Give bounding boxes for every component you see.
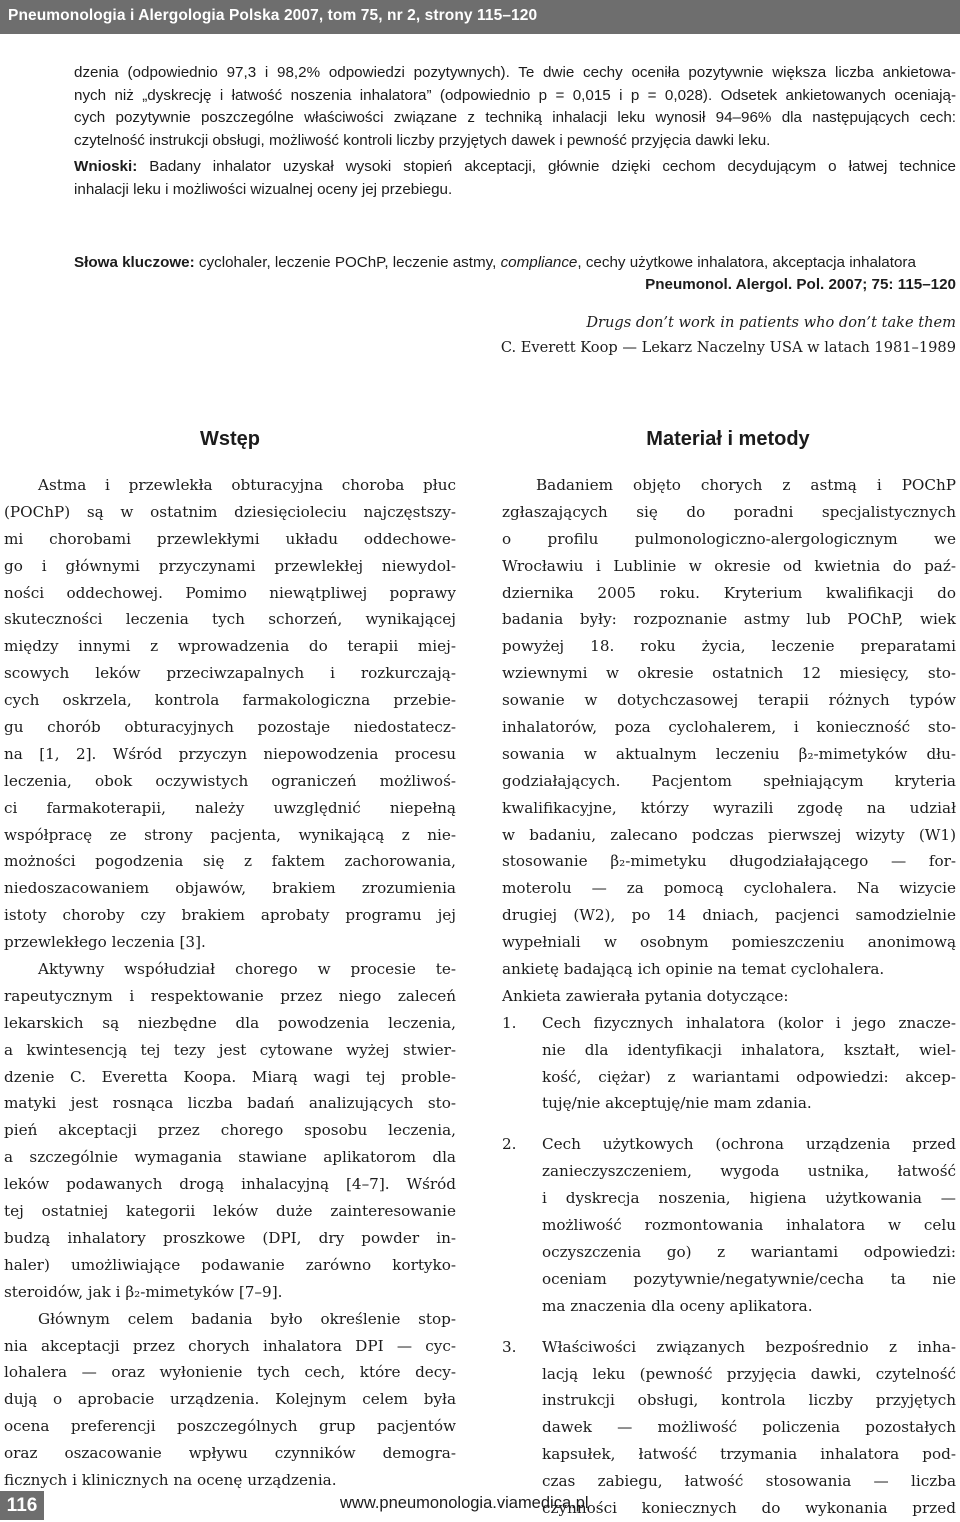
- keywords-label: Słowa kluczowe:: [74, 254, 195, 271]
- text-line: zanieczyszczeniem, wygoda ustnika, łatwość: [542, 1162, 956, 1181]
- conclusions-text: Badany inhalator uzyskał wysoki stopień akceptacji, głównie dzięki cechom decydującym o łatwej technice: [137, 158, 956, 175]
- journal-header: Pneumonologia i Alergologia Polska 2007, tom 75, nr 2, strony 115–120: [8, 7, 538, 24]
- text-line: kwalifikacyjne, którzy wyrazili zgodę na udział: [502, 798, 956, 817]
- epigraph: [501, 310, 956, 360]
- text-line: rapeutycznym i respektowanie przez niego zaleceń: [4, 986, 456, 1005]
- text-line: kość, ciężar) z wariantami odpowiedzi: akcep-: [542, 1067, 956, 1086]
- text-line: dzenie C. Everetta Koopa. Miarą wagi tej proble-: [4, 1067, 456, 1086]
- text-line: możności pogodzenia się z faktem zachorowania,: [4, 852, 456, 871]
- text-line: ności oddechowej. Pomimo niewątpliwej poprawy: [4, 583, 456, 602]
- text-line: godziałających. Pacjentom spełniającym kryteria: [502, 771, 956, 790]
- epigraph-attribution: C. Everett Koop — Lekarz Naczelny USA w latach 1981–1989: [500, 339, 956, 356]
- text-line: o profilu pulmonologiczno-alergologicznym we: [502, 529, 956, 548]
- abstract-line: nych niż „dyskrecję i łatwość noszenia inhalatora” (odpowiednio p = 0,015 i p = 0,028). Odsetek ankietowanych oceniają-: [74, 86, 956, 104]
- conclusions-label: Wnioski:: [74, 158, 138, 175]
- text-line: ocena preferencji poszczególnych grup pacjentów: [4, 1417, 456, 1436]
- intro-column: [4, 472, 456, 1494]
- keywords: Słowa kluczowe: cyclohaler, leczenie POChP, leczenie astmy, compliance, cechy użytkowe inhalatora, akceptacja inhalatora: [74, 254, 916, 271]
- text-line: mi chorobami przewlekłymi układu oddechowe-: [4, 529, 456, 548]
- text-line: tej ostatniej kategorii leków duże zainteresowanie: [4, 1202, 456, 1221]
- text-line: pień akceptacji przez chorego sposobu leczenia,: [4, 1121, 456, 1140]
- text-line: badania były: rozpoznanie astmy lub POChP, wiek: [502, 610, 956, 629]
- text-line: Ankieta zawierała pytania dotyczące:: [502, 986, 789, 1005]
- text-line: zgłaszających się do poradni specjalistycznych: [502, 502, 956, 521]
- text-line: leków podawanych drogą inhalacyjną [4–7]. Wśród: [4, 1175, 456, 1194]
- text-line: scowych leków przeciwzapalnych i rozkurczają-: [4, 664, 456, 683]
- journal-header-bar: [0, 0, 960, 34]
- text-line: Głównym celem badania było określenie stop-: [38, 1309, 456, 1328]
- text-line: Aktywny współudział chorego w procesie te-: [38, 960, 456, 979]
- conclusions-text: inhalacji leku i możliwości wizualnej oceny jej przebiegu.: [74, 180, 453, 198]
- text-line: oceniam pozytywnie/negatywnie/cecha ta nie: [542, 1269, 956, 1288]
- text-line: (POChP) są w ostatnim dziesięcioleciu najczęstszy-: [4, 502, 456, 521]
- abstract-conclusions: [74, 156, 956, 201]
- text-line: dawek — możliwość policzenia pozostałych: [542, 1418, 956, 1437]
- text-line: ankietę badającą ich opinie na temat cyclohalera.: [502, 960, 885, 979]
- text-line: leczenia, obok oczywistych ograniczeń możliwoś-: [4, 771, 456, 790]
- text-line: lacją leku (pewność przyjęcia dawki, czytelność: [542, 1364, 956, 1383]
- text-line: przewlekłego leczenia [3].: [4, 933, 206, 952]
- text-line: Badaniem objęto chorych z astmą i POChP: [536, 476, 956, 494]
- text-line: dują o aprobacie urządzenia. Kolejnym celem była: [4, 1390, 456, 1409]
- text-line: oraz oszacowanie wpływu czynników demogra-: [4, 1444, 456, 1463]
- text-line: ma znaczenia dla oceny aplikatora.: [542, 1296, 813, 1315]
- text-line: Cech użytkowych (ochrona urządzenia przed: [542, 1135, 956, 1154]
- text-line: steroidów, jak i β₂-mimetyków [7–9].: [4, 1282, 283, 1301]
- text-line: kapsułek, łatwość trzymania inhalatora pod-: [542, 1445, 956, 1464]
- numbered-list-item: [502, 1131, 956, 1319]
- journal-url: www.pneumonologia.viamedica.pl: [340, 1494, 589, 1512]
- list-number: 1.: [502, 1013, 517, 1032]
- methods-column: [502, 472, 956, 1522]
- text-line: lekarskich są niezbędne dla powodzenia leczenia,: [4, 1013, 456, 1032]
- text-line: Cech fizycznych inhalatora (kolor i jego znacze-: [542, 1013, 956, 1032]
- text-line: budzą inhalatory proszkowe (DPI, dry powder in-: [4, 1228, 456, 1247]
- text-line: skuteczności leczenia tych schorzeń, wynikającej: [4, 610, 456, 629]
- text-line: czas zabiegu, łatwość stosowania — liczba: [542, 1472, 956, 1491]
- text-line: powyżej 18. roku życia, leczenie preparatami: [502, 637, 956, 656]
- text-line: instrukcji obsługi, kontrola liczby przyjętych: [542, 1391, 956, 1410]
- text-line: moterolu — za pomocą cyclohalera. Na wizycie: [502, 879, 956, 898]
- text-line: możliwość rozmontowania inhalatora w celu: [542, 1216, 956, 1235]
- text-line: inhalatorów, poza cyclohalerem, i konieczność sto-: [502, 718, 956, 737]
- text-line: ci farmakoterapii, należy uwzględnić niepełną: [4, 798, 456, 817]
- text-line: wziewnymi w okresie ostatnich 12 miesięcy, sto-: [502, 664, 956, 683]
- text-line: Wrocławiu i Lublinie w okresie od kwietnia do paź-: [502, 556, 956, 575]
- abstract-results: [74, 62, 956, 152]
- text-line: Astma i przewlekła obturacyjna choroba płuc: [38, 476, 456, 494]
- text-line: drugiej (W2), po 14 dniach, pacjenci samodzielnie: [502, 906, 956, 925]
- text-line: nie dla identyfikacji inhalatora, kształt, wiel-: [542, 1040, 956, 1059]
- text-line: haler) umożliwiające podawanie zarówno kortyko-: [4, 1255, 456, 1274]
- text-line: w badaniu, zalecano podczas pierwszej wizyty (W1): [502, 825, 956, 844]
- page-number: 116: [0, 1491, 44, 1520]
- section-title-intro: Wstęp: [200, 428, 260, 450]
- text-line: gu chorób obturacyjnych pozostaje niedostatecz-: [4, 718, 456, 737]
- list-number: 3.: [502, 1337, 517, 1356]
- text-line: niedoszacowaniem objawów, brakiem zrozumienia: [4, 879, 456, 898]
- epigraph-quote: Drugs don’t work in patients who don’t take them: [586, 314, 956, 331]
- text-line: na [1, 2]. Wśród przyczyn niepowodzenia procesu: [4, 744, 456, 763]
- text-line: dziernika 2005 roku. Kryterium kwalifikacji do: [502, 583, 956, 602]
- citation: Pneumonol. Alergol. Pol. 2007; 75: 115–120: [645, 276, 956, 293]
- text-line: Właściwości związanych bezpośrednio z inha-: [542, 1337, 956, 1356]
- text-line: a kwintesencją tej tezy jest cytowane wyżej stwier-: [4, 1040, 456, 1059]
- text-line: oczyszczenia go) z wariantami odpowiedzi:: [542, 1242, 956, 1261]
- text-line: stosowanie β₂-mimetyku długodziałającego — for-: [502, 852, 956, 871]
- section-title-methods: Materiał i metody: [646, 428, 810, 450]
- text-line: sowania w aktualnym leczeniu β₂-mimetyków dłu-: [502, 744, 956, 763]
- text-line: ficznych i klinicznych na ocenę urządzenia.: [4, 1470, 337, 1489]
- text-line: czynności koniecznych do wykonania przed: [542, 1498, 956, 1517]
- text-line: między innymi z wprowadzenia do terapii miej-: [4, 637, 456, 656]
- text-line: cych oskrzela, kontrola farmakologiczna przebie-: [4, 691, 456, 710]
- text-line: lohalera — oraz wyłonienie tych cech, które decy-: [4, 1363, 456, 1382]
- abstract-line: cych pozytywnie poszczególne właściwości związane z techniką inhalacji leku wynosił 94–96% dla następujących cech:: [74, 109, 956, 127]
- text-line: nia akceptacji przez chorych inhalatora DPI — cyc-: [4, 1336, 456, 1355]
- text-line: go i głównymi przyczynami przewlekłej niewydol-: [4, 556, 456, 575]
- list-number: 2.: [502, 1135, 517, 1154]
- text-line: współpracę ze strony pacjenta, wynikającą z nie-: [4, 825, 456, 844]
- text-line: istoty choroby czy brakiem aprobaty programu jej: [4, 906, 456, 925]
- text-line: wypełniali w osobnym pomieszczeniu anonimową: [502, 933, 956, 952]
- abstract-line: czytelność instrukcji obsługi, możliwość kontroli liczby przyjętych dawek i pewność przyjęcia dawki leku.: [74, 131, 771, 149]
- text-line: tuję/nie akceptuję/nie mam zdania.: [542, 1094, 812, 1113]
- numbered-list-item: [502, 1010, 956, 1118]
- abstract-line: dzenia (odpowiednio 97,3 i 98,2% odpowiedzi pozytywnych). Te dwie cechy oceniła pozytywnie większa liczba ankietowa-: [74, 64, 956, 81]
- text-line: a szczególnie wymagania stawiane aplikatorom dla: [4, 1148, 456, 1167]
- text-line: i dyskrecja noszenia, higiena użytkowania —: [542, 1189, 956, 1208]
- text-line: sowanie w dotychczasowej terapii różnych typów: [502, 691, 956, 710]
- text-line: matyki jest rosnąca liczba badań analizujących sto-: [4, 1094, 456, 1113]
